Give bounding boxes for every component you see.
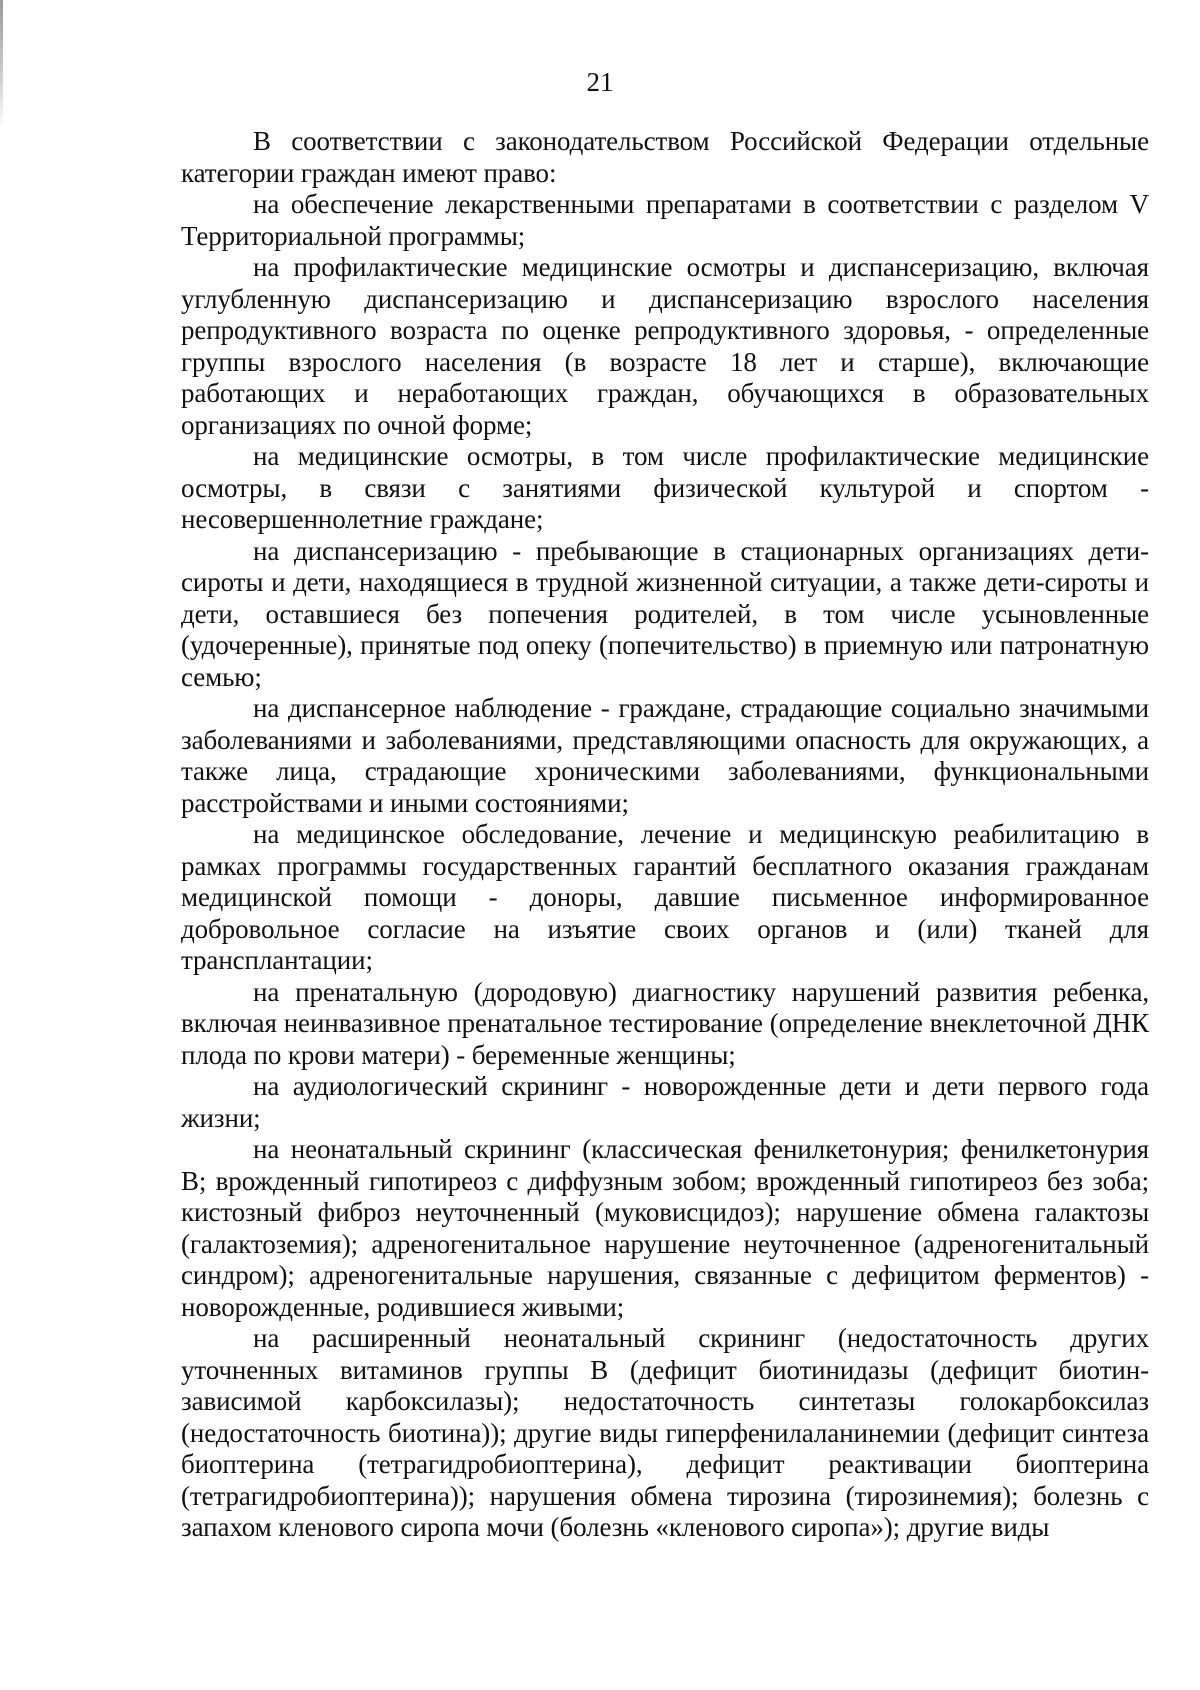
paragraph-preventive-exams: на профилактические медицинские осмотры и диспансеризацию, включая углубленную диспансеризацию и диспансеризацию взрослого населения репродуктивного возраста по оценке репродуктивного здоровья, - определенные группы взрослого населения (в возрасте 18 лет и старше), включающие работающих и неработающих граждан, обучающихся в образовательных организациях по очной форме; (181, 252, 1149, 440)
paragraph-medical-exams-minors: на медицинские осмотры, в том числе профилактические медицинские осмотры, в связи с занятиями физической культурой и спортом - несовершеннолетние граждане; (181, 441, 1149, 534)
scan-edge-artifact (0, 0, 3, 130)
paragraph-dispensary-observation: на диспансерное наблюдение - граждане, страдающие социально значимыми заболеваниями и заболеваниями, представляющими опасность для окружающих, а также лица, страдающие хроническими заболеваниями, функциональными расстройствами и иными состояниями; (181, 693, 1149, 818)
paragraph-neonatal-screening: на неонатальный скрининг (классическая фенилкетонурия; фенилкетонурия В; врожденный гипотиреоз с диффузным зобом; врожденный гипотиреоз без зоба; кистозный фиброз неуточненный (муковисцидоз); нарушение обмена галактозы (галактоземия); адреногенитальное нарушение неуточненное (адреногенитальный синдром); адреногенитальные нарушения, связанные с дефицитом ферментов) - новорожденные, родившиеся живыми; (181, 1134, 1149, 1322)
paragraph-medications: на обеспечение лекарственными препаратами в соответствии с разделом V Территориальной программы; (181, 189, 1149, 251)
paragraph-extended-neonatal-screening: на расширенный неонатальный скрининг (недостаточность других уточненных витаминов группы В (дефицит биотинидазы (дефицит биотин-зависимой карбоксилазы); недостаточность синтетазы голокарбоксилаз (недостаточность биотина)); другие виды гиперфенилаланинемии (дефицит синтеза биоптерина (тетрагидробиоптерина), дефицит реактивации биоптерина (тетрагидробиоптерина)); нарушения обмена тирозина (тирозинемия); болезнь с запахом кленового сиропа мочи (болезнь «кленового сиропа»); другие виды (181, 1323, 1149, 1542)
paragraph-donors: на медицинское обследование, лечение и медицинскую реабилитацию в рамках программы государственных гарантий бесплатного оказания гражданам медицинской помощи - доноры, давшие письменное информированное добровольное согласие на изъятие своих органов и (или) тканей для трансплантации; (181, 819, 1149, 975)
paragraph-prenatal-diagnostics: на пренатальную (дородовую) диагностику нарушений развития ребенка, включая неинвазивное пренатальное тестирование (определение внеклеточной ДНК плода по крови матери) - беременные женщины; (181, 976, 1149, 1070)
paragraph-audiological-screening: на аудиологический скрининг - новорожденные дети и дети первого года жизни; (181, 1071, 1149, 1133)
paragraph-intro: В соответствии с законодательством Российской Федерации отдельные категории граждан имеют право: (181, 126, 1149, 188)
document-body (181, 126, 1149, 1544)
page-number: 21 (586, 67, 614, 97)
paragraph-orphans-dispensary: на диспансеризацию - пребывающие в стационарных организациях дети-сироты и дети, находящиеся в трудной жизненной ситуации, а также дети-сироты и дети, оставшиеся без попечения родителей, в том числе усыновленные (удочеренные), принятые под опеку (попечительство) в приемную или патронатную семью; (181, 535, 1149, 692)
